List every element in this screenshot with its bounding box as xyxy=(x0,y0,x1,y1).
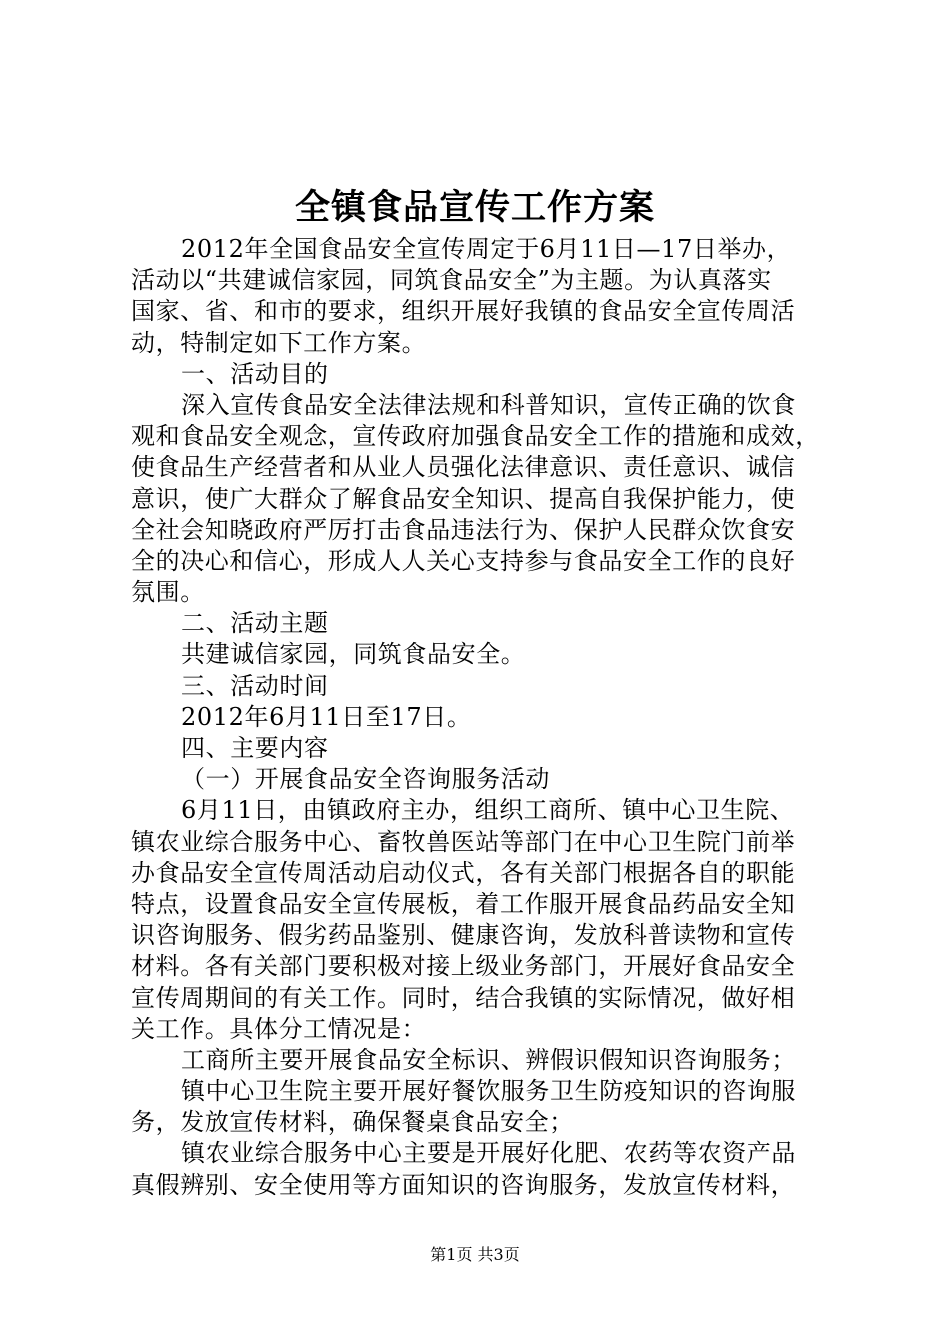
body-line: 观和食品安全观念，宣传政府加强食品安全工作的措施和成效， xyxy=(131,422,820,451)
body-line: 一、活动目的 xyxy=(181,359,329,388)
body-line: （一）开展食品安全咨询服务活动 xyxy=(181,765,550,794)
body-line: 办食品安全宣传周活动启动仪式，各有关部门根据各自的职能 xyxy=(131,858,796,887)
body-line: 意识，使广大群众了解食品安全知识、提高自我保护能力，使 xyxy=(131,484,796,513)
body-line: 动，特制定如下工作方案。 xyxy=(131,328,427,357)
body-line: 务，发放宣传材料，确保餐桌食品安全； xyxy=(131,1108,574,1137)
body-line: 全的决心和信心，形成人人关心支持参与食品安全工作的良好 xyxy=(131,546,796,575)
body-line: 识咨询服务、假劣药品鉴别、健康咨询，发放科普读物和宣传 xyxy=(131,921,796,950)
page-footer: 第1页 共3页 xyxy=(430,1245,520,1264)
body-line: 四、主要内容 xyxy=(181,734,329,762)
body-line: 二、活动主题 xyxy=(181,609,329,638)
body-line: 6月11日，由镇政府主办，组织工商所、镇中心卫生院、 xyxy=(181,796,795,825)
document-body xyxy=(131,234,831,1201)
body-line: 真假辨别、安全使用等方面知识的咨询服务，发放宣传材料， xyxy=(131,1170,796,1199)
body-line: 活动以“共建诚信家园，同筑食品安全”为主题。为认真落实 xyxy=(131,266,772,295)
body-line: 氛围。 xyxy=(131,578,205,607)
body-line: 关工作。具体分工情况是： xyxy=(131,1014,427,1043)
body-line: 材料。各有关部门要积极对接上级业务部门，开展好食品安全 xyxy=(131,952,796,981)
body-line: 2012年全国食品安全宣传周定于6月11日—17日举办， xyxy=(181,235,792,263)
body-line: 宣传周期间的有关工作。同时，结合我镇的实际情况，做好相 xyxy=(131,983,796,1012)
body-line: 工商所主要开展食品安全标识、辨假识假知识咨询服务； xyxy=(181,1045,796,1074)
body-line: 特点，设置食品安全宣传展板，着工作服开展食品药品安全知 xyxy=(131,889,796,918)
body-line: 共建诚信家园，同筑食品安全。 xyxy=(181,640,526,669)
body-line: 全社会知晓政府严厉打击食品违法行为、保护人民群众饮食安 xyxy=(131,515,796,544)
body-line: 国家、省、和市的要求，组织开展好我镇的食品安全宣传周活 xyxy=(131,297,796,326)
body-line: 2012年6月11日至17日。 xyxy=(181,702,472,731)
body-line: 深入宣传食品安全法律法规和科普知识，宣传正确的饮食 xyxy=(181,390,796,419)
body-line: 三、活动时间 xyxy=(181,671,329,700)
body-line: 使食品生产经营者和从业人员强化法律意识、责任意识、诚信 xyxy=(131,453,796,482)
body-line: 镇农业综合服务中心、畜牧兽医站等部门在中心卫生院门前举 xyxy=(131,827,796,856)
document-title: 全镇食品宣传工作方案 xyxy=(294,187,655,228)
body-line: 镇农业综合服务中心主要是开展好化肥、农药等农资产品 xyxy=(181,1139,796,1168)
body-line: 镇中心卫生院主要开展好餐饮服务卫生防疫知识的咨询服 xyxy=(181,1077,796,1106)
